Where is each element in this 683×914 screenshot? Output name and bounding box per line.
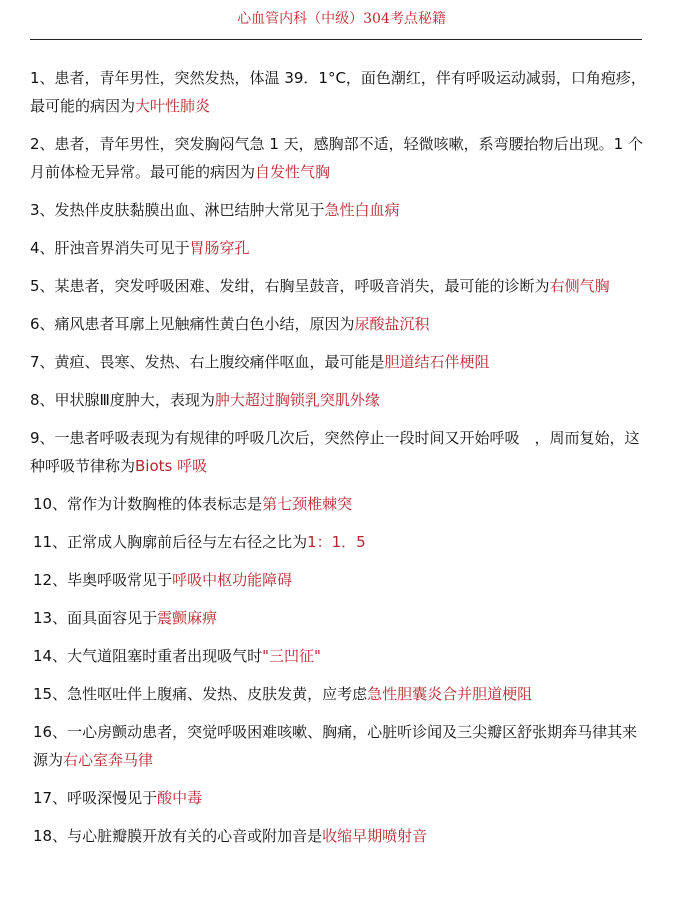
list-item — [30, 718, 650, 774]
list-item — [30, 196, 650, 224]
question-text: 16、一心房颤动患者，突觉呼吸困难咳嗽、胸痛，心脏听诊闻及三尖瓣区舒张期奔马律其来源为 — [33, 723, 638, 769]
answer-text: 自发性气胸 — [255, 163, 331, 181]
answer-text: 肿大超过胸锁乳突肌外缘 — [214, 391, 380, 409]
question-text: 18、与心脏瓣膜开放有关的心音或附加音是 — [33, 827, 323, 845]
question-text: 6、痛风患者耳廓上见触痛性黄白色小结，原因为 — [30, 315, 355, 333]
list-item — [30, 604, 650, 632]
list-item — [30, 348, 650, 376]
list-item — [30, 234, 650, 262]
answer-text: 尿酸盐沉积 — [354, 315, 430, 333]
question-text: 10、常作为计数胸椎的体表标志是 — [33, 495, 263, 513]
question-text: 7、黄疸、畏寒、发热、右上腹绞痛伴呕血，最可能是 — [30, 353, 385, 371]
question-text: 4、肝浊音界消失可见于 — [30, 239, 190, 257]
question-text: 15、急性呕吐伴上腹痛、发热、皮肤发黄，应考虑 — [33, 685, 368, 703]
list-item — [30, 566, 650, 594]
answer-text: Biots 呼吸 — [135, 457, 208, 475]
list-item — [30, 528, 650, 556]
question-text: 8、甲状腺Ⅲ度肿大，表现为 — [30, 391, 215, 409]
list-item — [30, 680, 650, 708]
list-item — [30, 424, 650, 480]
answer-text: "三凹征" — [262, 647, 321, 665]
question-text: 11、正常成人胸廓前后径与左右径之比为 — [33, 533, 308, 551]
question-text: 5、某患者，突发呼吸困难、发绀，右胸呈鼓音，呼吸音消失，最可能的诊断为 — [30, 277, 550, 295]
answer-text: 大叶性肺炎 — [135, 97, 211, 115]
answer-text: 震颤麻痹 — [157, 609, 218, 627]
list-item — [30, 822, 650, 850]
question-text: 14、大气道阻塞时重者出现吸气时 — [33, 647, 263, 665]
answer-text: 右侧气胸 — [549, 277, 610, 295]
question-text: 17、呼吸深慢见于 — [33, 789, 158, 807]
list-item — [30, 642, 650, 670]
answer-text: 急性胆囊炎合并胆道梗阻 — [367, 685, 533, 703]
list-item — [30, 784, 650, 812]
answer-text: 酸中毒 — [157, 789, 203, 807]
question-text: 3、发热伴皮肤黏膜出血、淋巴结肿大常见于 — [30, 201, 325, 219]
page-header-title: 心血管内科（中级）304考点秘籍 — [237, 11, 446, 27]
list-item — [30, 310, 650, 338]
list-item — [30, 272, 650, 300]
answer-text: 1：1．5 — [307, 533, 366, 551]
answer-text: 第七颈椎棘突 — [262, 495, 353, 513]
list-item — [30, 130, 650, 186]
answer-text: 急性白血病 — [324, 201, 400, 219]
question-text: 13、面具面容见于 — [33, 609, 158, 627]
question-text: 12、毕奥呼吸常见于 — [33, 571, 173, 589]
answer-text: 胆道结石伴梗阻 — [384, 353, 490, 371]
answer-text: 呼吸中枢功能障碍 — [172, 571, 293, 589]
question-text: 9、一患者呼吸表现为有规律的呼吸几次后，突然停止一段时间又开始呼吸 ，周而复始，这种呼吸节律称为 — [30, 429, 640, 475]
list-item — [30, 386, 650, 414]
qa-list — [30, 64, 650, 860]
answer-text: 胃肠穿孔 — [189, 239, 250, 257]
question-text: 2、患者，青年男性，突发胸闷气急 1 天，感胸部不适，轻微咳嗽，系弯腰抬物后出现。1 个月前体检无异常。最可能的病因为 — [30, 135, 643, 181]
answer-text: 收缩早期喷射音 — [322, 827, 428, 845]
list-item — [30, 64, 650, 120]
question-text: 1、患者，青年男性，突然发热，体温 39．1°C，面色潮红，伴有呼吸运动减弱，口角疱疹，最可能的病因为 — [30, 69, 646, 115]
list-item — [30, 490, 650, 518]
header-divider — [30, 39, 642, 40]
answer-text: 右心室奔马律 — [63, 751, 154, 769]
